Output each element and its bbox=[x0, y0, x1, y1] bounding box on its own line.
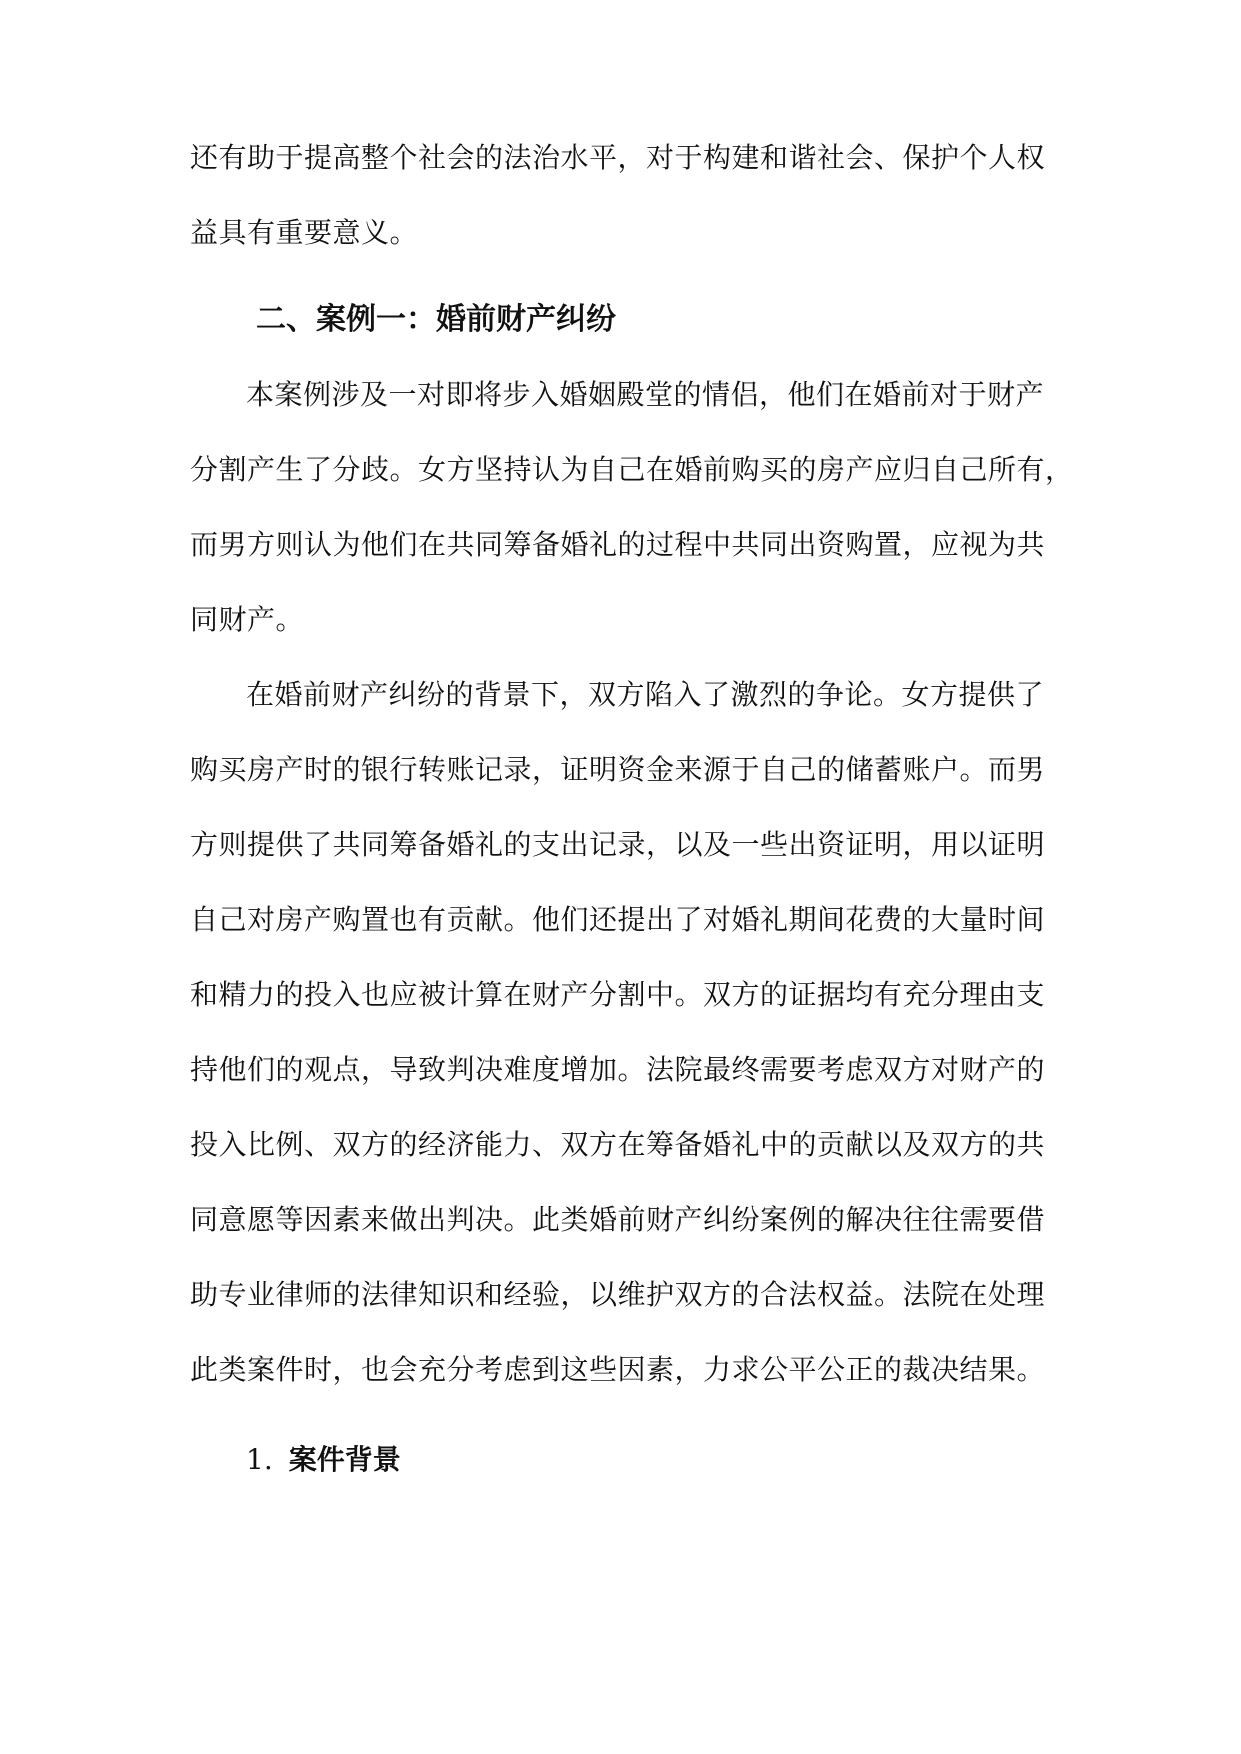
subsection-title: 案件背景 bbox=[288, 1443, 401, 1476]
paragraph1-line-3: 而男方则认为他们在共同筹备婚礼的过程中共同出资购置，应视为共 bbox=[190, 528, 1046, 561]
paragraph2-line-5: 和精力的投入也应被计算在财产分割中。双方的证据均有充分理由支 bbox=[190, 978, 1046, 1011]
paragraph1-line-2: 分割产生了分歧。女方坚持认为自己在婚前购买的房产应归自己所有， bbox=[190, 453, 1074, 486]
paragraph2-line-10: 此类案件时，也会充分考虑到这些因素，力求公平公正的裁决结果。 bbox=[190, 1353, 1046, 1386]
subsection-number: 1. bbox=[246, 1443, 273, 1476]
paragraph2-line-8: 同意愿等因素来做出判决。此类婚前财产纠纷案例的解决往往需要借 bbox=[190, 1203, 1046, 1236]
paragraph1-line-1: 本案例涉及一对即将步入婚姻殿堂的情侣，他们在婚前对于财产 bbox=[246, 378, 1045, 411]
subsection-heading bbox=[246, 1440, 401, 1480]
intro-line-1: 还有助于提高整个社会的法治水平，对于构建和谐社会、保护个人权 bbox=[190, 141, 1046, 174]
paragraph2-line-2: 购买房产时的银行转账记录，证明资金来源于自己的储蓄账户。而男 bbox=[190, 753, 1046, 786]
paragraph1-line-4: 同财产。 bbox=[190, 603, 305, 636]
paragraph2-line-4: 自己对房产购置也有贡献。他们还提出了对婚礼期间花费的大量时间 bbox=[190, 903, 1046, 936]
section-heading: 二、案例一：婚前财产纠纷 bbox=[256, 302, 616, 337]
paragraph2-line-7: 投入比例、双方的经济能力、双方在筹备婚礼中的贡献以及双方的共 bbox=[190, 1128, 1046, 1161]
paragraph2-line-3: 方则提供了共同筹备婚礼的支出记录，以及一些出资证明，用以证明 bbox=[190, 828, 1046, 861]
paragraph2-line-6: 持他们的观点，导致判决难度增加。法院最终需要考虑双方对财产的 bbox=[190, 1053, 1046, 1086]
paragraph2-line-9: 助专业律师的法律知识和经验，以维护双方的合法权益。法院在处理 bbox=[190, 1278, 1046, 1311]
paragraph2-line-1: 在婚前财产纠纷的背景下，双方陷入了激烈的争论。女方提供了 bbox=[246, 678, 1045, 711]
intro-line-2: 益具有重要意义。 bbox=[190, 216, 419, 249]
